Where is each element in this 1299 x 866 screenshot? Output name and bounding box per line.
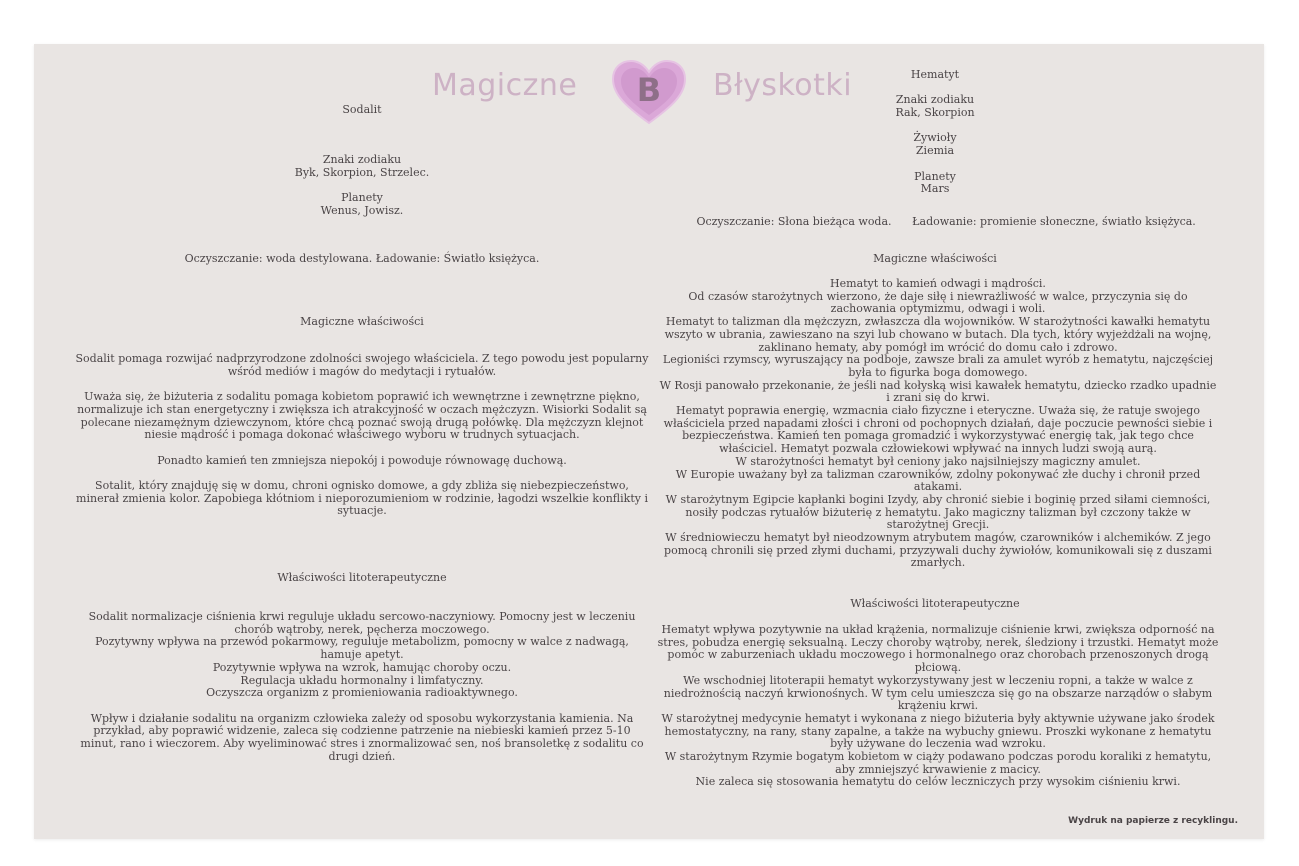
text-line: sytuacje. [337,504,387,518]
text-line: wśród mediów i magów do medytacji i rytuałów. [227,364,497,378]
text-line: płciową. [914,661,962,675]
text-line: normalizuje ich stan energetyczny i zwiększa ich atrakcyjność w oczach mężczyzn. Wisiorki Sodalit są [77,402,647,416]
text-line: minut, rano i wieczorem. Aby wyeliminować stres i znormalizować sen, noś bransoletkę z sodalitu co [80,737,644,751]
text-line: W Rosji panowało przekonanie, że jeśli nad kołyską wisi kawałek hematytu, dziecko rzadko upadnie [659,378,1217,392]
right-header [785,69,1085,196]
left-zodiac-value: Byk, Skorpion, Strzelec. [294,165,430,179]
left-planets-value: Wenus, Jowisz. [320,203,404,217]
left-zodiac-title: Znaki zodiaku [322,153,402,166]
text-line: hamuje apetyt. [320,648,404,662]
right-charging: Ładowanie: promienie słoneczne, światło księżyca. [912,215,1196,228]
text-line: zmarłych. [910,556,966,570]
text-line: była to figurka boga domowego. [848,365,1028,379]
text-line: W starożytnej medycynie hematyt i wykonana z niego biżuteria były aktywnie używane jako środek [661,711,1215,725]
text-line: właściciela przed napadami złości i chroni od pochopnych działań, daje poczucie pewności siebie i [663,416,1213,430]
text-line: W Europie uważany był za talizman czarowników, zdolny pokonywać złe duchy i chronił przed [675,467,1201,481]
left-zodiac [212,154,512,218]
text-line: W starożytnym Egipcie kapłanki bogini Izydy, aby chronić siebie i boginię przed siłami ciemności, [665,492,1211,506]
right-cleaning: Oczyszczanie: Słona bieżąca woda. [696,215,892,228]
text-line: Regulacja układu hormonalny i limfatyczny. [240,673,484,687]
left-magic-section [52,353,672,518]
right-zodiac-value: Rak, Skorpion [895,106,975,120]
right-element-title: Żywioły [913,131,957,145]
text-line: Sotalit, który znajduję się w domu, chroni ognisko domowe, a gdy zbliża się niebezpieczeństwo, [95,478,629,492]
left-cleaning: Oczyszczanie: woda destylowana. Ładowanie: Światło księżyca. [184,252,540,265]
text-line: Hematyt to kamień odwagi i mądrości. [830,277,1046,290]
text-line: We wschodniej litoterapii hematyt wykorzystywany jest w leczeniu ropni, a także w walce z [683,673,1193,687]
logo-letter: B [636,71,662,109]
text-line: bezpieczeństwa. Kamień ten pomaga gromadzić i wykorzystywać energię tak, jak tego chce [682,429,1194,443]
right-zodiac-title: Znaki zodiaku [895,93,975,107]
text-line: i zrani się do krwi. [886,391,990,405]
text-line: Legioniści rzymscy, wyruszający na podboje, zawsze brali za amulet wyrób z hematytu, najczęściej [662,353,1214,367]
text-line: krążeniu krwi. [897,699,979,713]
text-line: atakami. [913,480,963,494]
text-line: pomocą chronili się przed złymi duchami, przyzywali duchy żywiołów, komunikowali się z duszami [664,543,1212,557]
left-litho-title: Właściwości litoterapeutyczne [277,571,447,584]
brand-right-text: Błyskotki [713,68,853,103]
right-planets-value: Mars [920,182,950,196]
right-magic-section [643,278,1233,570]
text-line: aby zmniejszyć krwawienie z macicy. [835,762,1041,776]
text-line: Uważa się, że biżuteria z sodalitu pomaga kobietom poprawić ich wewnętrzne i zewnętrzne piękno, [84,390,640,404]
footer-note: Wydruk na papierze z recyklingu. [1068,816,1238,826]
text-line: Wpływ i działanie sodalitu na organizm człowieka zależy od sposobu wykorzystania kamienia. Na [90,711,634,725]
right-planets-title: Planety [914,169,956,183]
brand-left-text: Magiczne [432,68,578,103]
text-line: pomóc w zaburzeniach układu moczowego i hormonalnego oraz chorobach przenoszonych drogą [667,648,1209,662]
text-line: Pozytywnie wpływa na wzrok, hamując choroby oczu. [212,660,512,674]
text-line: Hematyt to talizman dla mężczyzn, zwłaszcza dla wojowników. W starożytności kawałki hematytu [665,315,1211,329]
right-stone-title: Hematyt [910,68,960,81]
text-line: Hematyt poprawia energię, wzmacnia ciało fizyczne i eteryczne. Uważa się, że ratuje swojego [676,404,1200,418]
text-line: drugi dzień. [328,749,396,763]
text-line: wszyto w ubrania, zawieszano na szyi lub chowano w butach. Dla tych, który wyjeżdżali na wojnę, [664,327,1212,341]
text-line: W starożytnym Rzymie bogatym kobietom w ciąży podawano podczas porodu koraliki z hematytu, [664,750,1212,764]
text-line: przykład, aby poprawić widzenie, zaleca się codzienne patrzenie na niebieski kamień przez 5-10 [93,724,631,738]
text-line: polecane niezamężnym dziewczynom, które chcą poznać swoją drugą połówkę. Dla mężczyzn klejnot [80,415,644,429]
text-line: właściciel. Hematyt pozwala człowiekowi wpływać na innych ludzi swoją aurą. [719,442,1157,456]
text-line: zaklinano hematy, aby pomógł im wrócić do domu cało i zdrowo. [758,340,1118,354]
text-line: hemostatyczny, na rany, stany zapalne, a także na wybuchy gniewu. Proszki wykonane z hematytu [664,724,1212,738]
text-line: Oczyszcza organizm z promieniowania radioaktywnego. [206,686,518,700]
text-line: zachowania optymizmu, odwagi i woli. [830,302,1046,316]
text-line: minerał zmienia kolor. Zapobiega kłótniom i nieporozumieniom w rodzinie, łagodzi wszelkie konflikty i [76,491,648,505]
text-line: nosiły podczas rytuałów biżuterię z hematytu. Jako magiczny talizman był czczony także w [685,505,1191,519]
text-line: niedrożnością naczyń krwionośnych. W tym celu umieszcza się go na obszarze narządów o słabym [663,686,1213,700]
text-line: W średniowieczu hematyt był nieodzownym atrybutem magów, czarowników i alchemików. Z jego [665,531,1211,545]
heart-logo-icon [609,57,689,127]
right-magic-title: Magiczne właściwości [873,252,997,265]
text-line: Hematyt wpływa pozytywnie na układ krążenia, normalizuje ciśnienie krwi, zwiększa odporność na [661,623,1215,636]
text-line: chorób wątroby, nerek, pęcherza moczowego. [234,622,490,636]
text-line: starożytnej Grecji. [886,518,990,532]
text-line: Sodalit normalizacje ciśnienia krwi reguluje układu sercowo-naczyniowy. Pomocny jest w leczeniu [88,610,636,623]
text-line: W starożytności hematyt był ceniony jako najsilniejszy magiczny amulet. [735,454,1141,468]
text-line: Ponadto kamień ten zmniejsza niepokój i powoduje równowagę duchową. [157,453,567,467]
left-magic-title: Magiczne właściwości [300,315,424,328]
text-line: były używane do leczenia wad wzroku. [830,737,1046,751]
right-element-value: Ziemia [915,144,955,158]
left-planets-title: Planety [341,191,383,205]
right-litho-section [643,624,1233,789]
left-stone-title: Sodalit [342,103,382,116]
left-litho-section [52,611,672,763]
text-line: Sodalit pomaga rozwijać nadprzyrodzone zdolności swojego właściciela. Z tego powodu jest popularny [75,352,649,365]
text-line: Nie zaleca się stosowania hematytu do celów leczniczych przy wysokim ciśnieniu krwi. [695,775,1181,789]
text-line: Od czasów starożytnych wierzono, że daje siłę i niewrażliwość w walce, przyczynia się do [688,289,1188,303]
text-line: stres, pobudza energię seksualną. Leczy choroby wątroby, nerek, śledziony i trzustki. Hematyt może [657,635,1219,649]
text-line: niesie mądrość i pomaga dokonać właściwego wyboru w trudnych sytuacjach. [144,428,580,442]
info-card [34,44,1264,839]
right-litho-title: Właściwości litoterapeutyczne [850,597,1020,610]
text-line: Pozytywny wpływa na przewód pokarmowy, reguluje metabolizm, pomocny w walce z nadwagą, [95,635,629,649]
